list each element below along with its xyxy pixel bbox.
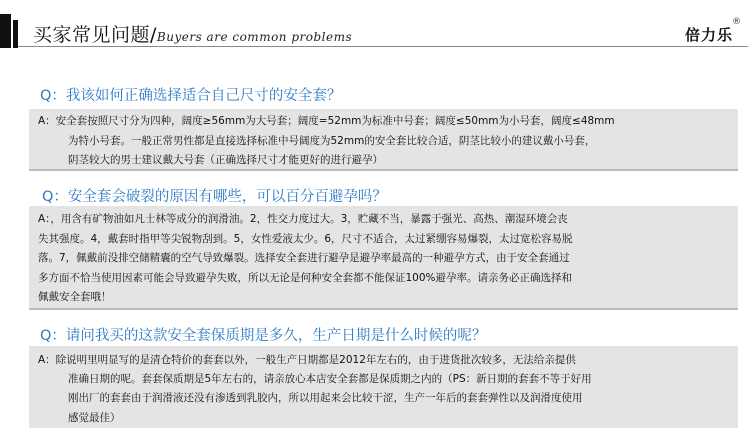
answer-line: 为特小号套。一般正常男性都是直接选择标准中号阔度为52mm的安全套比较合适，阴茎比较小的建议戴小号套， xyxy=(68,134,596,147)
answer-line: 佩戴安全套哦！ xyxy=(38,291,112,304)
header-accent-bar-thin xyxy=(13,20,18,48)
answer-line: A：除说明里明显写的是清仓特价的套套以外，一般生产日期都是2012年左右的，由于进货批次较多，无法给亲提供 xyxy=(38,354,576,366)
registered-mark: ® xyxy=(732,17,741,27)
answer-line: 感觉最佳） xyxy=(68,411,121,424)
answer-line: 阴茎较大的男士建议戴大号套（正确选择尺寸才能更好的进行避孕） xyxy=(68,154,383,166)
answer-line: 落。7，佩戴前没排空储精囊的空气导致爆裂。选择安全套进行避孕是避孕率最高的一种避孕方式，由于安全套通过 xyxy=(38,252,570,265)
faq-question-2: Q：安全套会破裂的原因有哪些，可以百分百避孕吗？ xyxy=(42,189,387,205)
answer-line: 准确日期的呢。套套保质期是5年左右的，请亲放心本店安全套都是保质期之内的（PS：新日期的套套不等于好用 xyxy=(68,373,592,386)
header-title xyxy=(33,20,352,47)
faq-answer-2 xyxy=(38,210,573,308)
header-accent-bar xyxy=(0,14,11,48)
header-title-separator: / xyxy=(150,24,157,46)
page-header xyxy=(0,0,750,52)
faq-question-3: Q：请问我买的这款安全套保质期是多久，生产日期是什么时候的呢？ xyxy=(40,328,487,344)
answer-line: A：安全套按照尺寸分为四种，阔度≥56mm为大号套；阔度=52mm为标准中号套；阔度≤50mm为小号套，阔度≤48mm xyxy=(38,115,615,127)
answer-line: 失其强度。4，戴套时指甲等尖锐物刮到。5，女性爱液太少。6，尺寸不适合，太过紧绷容易爆裂，太过宽松容易脱 xyxy=(38,232,573,245)
header-title-cn: 买家常见问题 xyxy=(33,24,151,46)
answer-line: 刚出厂的套套由于润滑液还没有渗透到乳胶内，所以用起来会比较干涩，生产一年后的套套弹性以及润滑度使用 xyxy=(68,392,583,405)
brand-logo: 倍力乐 xyxy=(684,26,733,44)
header-title-en: Buyers are common problems xyxy=(156,30,353,44)
header-divider xyxy=(18,46,748,47)
faq-answer-3 xyxy=(38,351,592,428)
answer-line: 多方面不恰当使用因素可能会导致避孕失败，所以无论是何种安全套都不能保证100%避孕率。请亲务必正确选择和 xyxy=(38,271,573,284)
faq-question-1: Q：我该如何正确选择适合自己尺寸的安全套？ xyxy=(40,88,342,104)
faq-answer-1 xyxy=(38,112,615,171)
answer-line: A：，用含有矿物油如凡士林等成分的润滑油。2，性交力度过大。3，贮藏不当，暴露于强光、高热、潮湿环境会丧 xyxy=(38,213,568,225)
